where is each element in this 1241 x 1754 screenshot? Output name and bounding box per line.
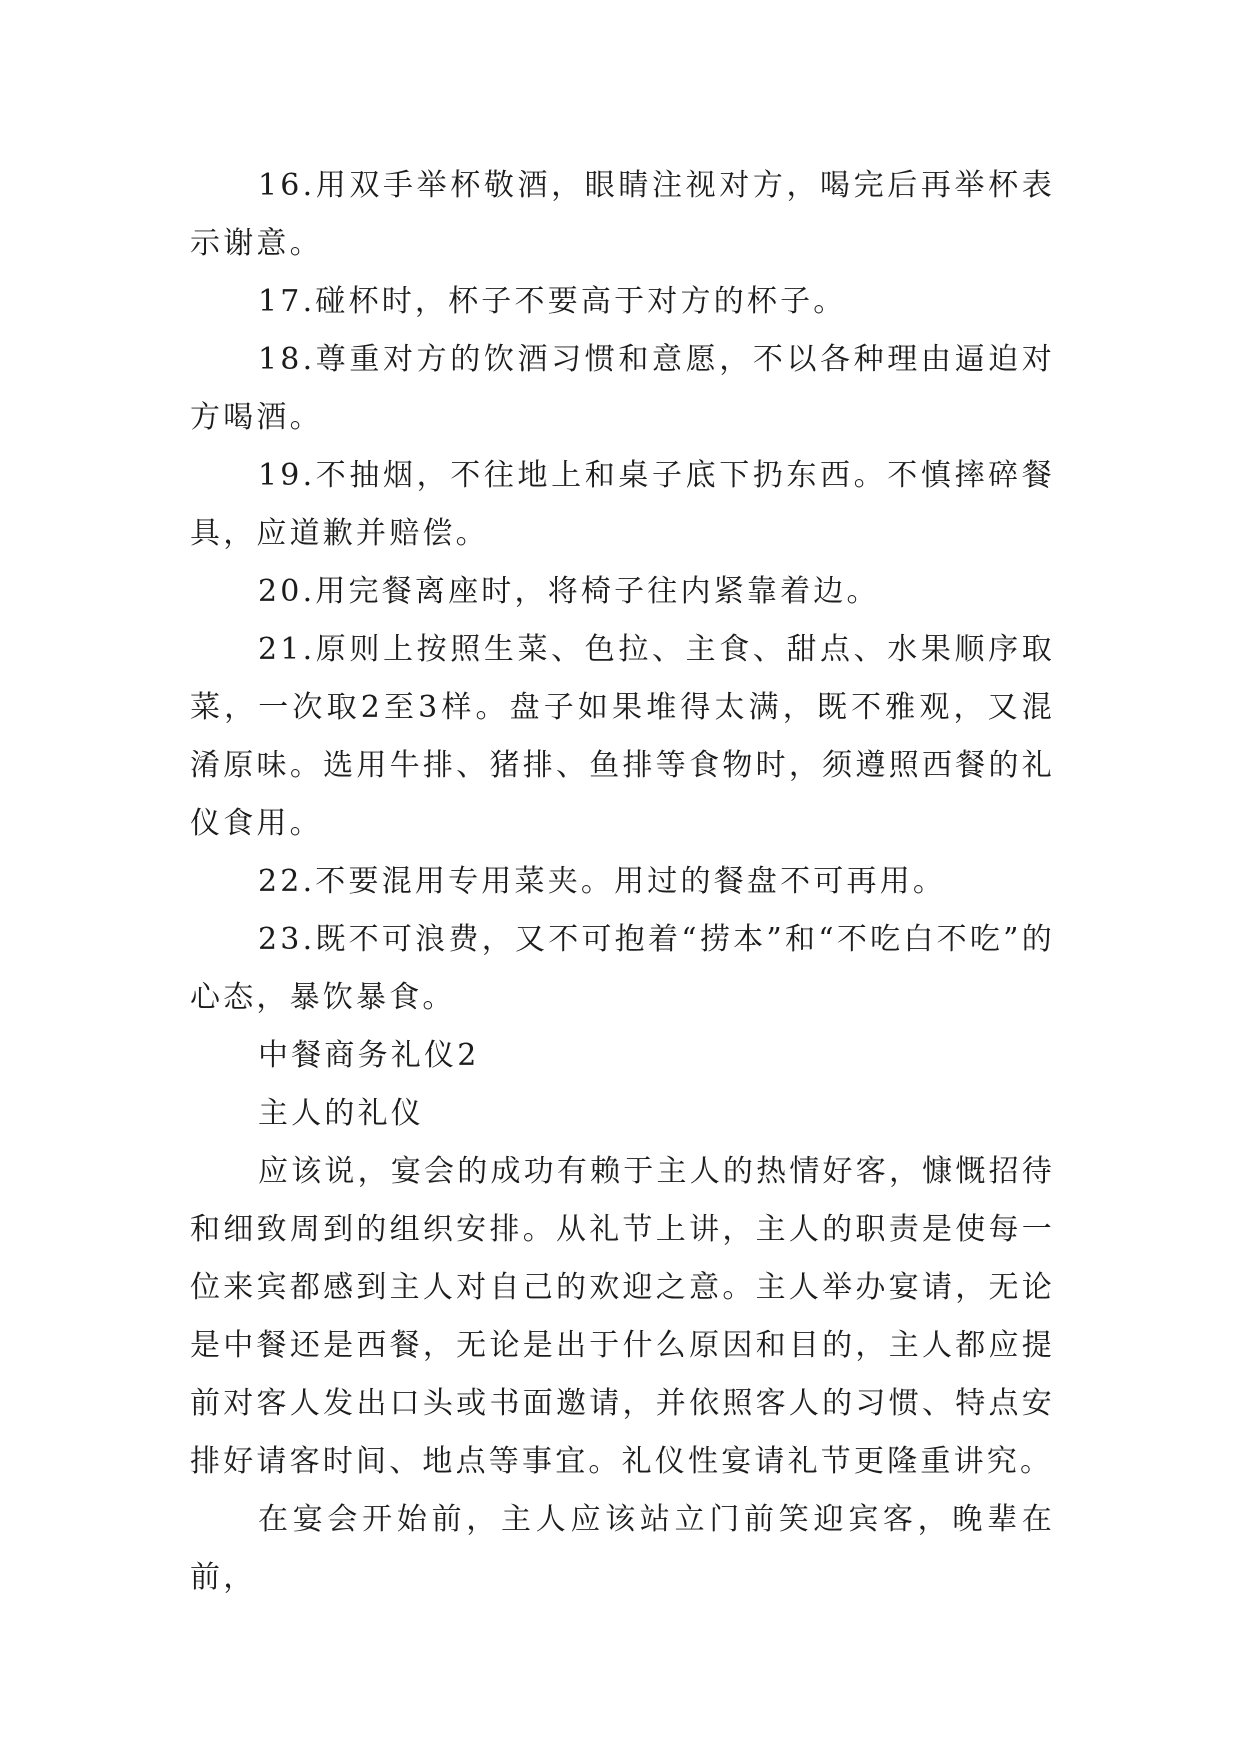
document-body [190, 157, 1055, 1607]
paragraph-item-18: 18.尊重对方的饮酒习惯和意愿，不以各种理由逼迫对方喝酒。 [190, 342, 1055, 435]
body-paragraph: 应该说，宴会的成功有赖于主人的热情好客，慷慨招待和细致周到的组织安排。从礼节上讲，主人的职责是使每一位来宾都感到主人对自己的欢迎之意。主人举办宴请，无论是中餐还是西餐，无论是出于什么原因和目的，主人都应提前对客人发出口头或书面邀请，并依照客人的习惯、特点安排好请客时间、地点等事宜。礼仪性宴请礼节更隆重讲究。 [190, 1154, 1055, 1479]
section-heading: 中餐商务礼仪2 [258, 1038, 480, 1073]
paragraph-item-19: 19.不抽烟，不往地上和桌子底下扔东西。不慎摔碎餐具，应道歉并赔偿。 [190, 458, 1055, 551]
paragraph-item-23: 23.既不可浪费，又不可抱着“捞本”和“不吃白不吃”的心态，暴饮暴食。 [190, 922, 1055, 1015]
paragraph-item-16: 16.用双手举杯敬酒，眼睛注视对方，喝完后再举杯表示谢意。 [190, 168, 1055, 261]
paragraph-item-17: 17.碰杯时，杯子不要高于对方的杯子。 [258, 284, 847, 319]
paragraph-item-20: 20.用完餐离座时，将椅子往内紧靠着边。 [258, 574, 880, 609]
paragraph-item-21: 21.原则上按照生菜、色拉、主食、甜点、水果顺序取菜，一次取2至3样。盘子如果堆得太满，既不雅观，又混淆原味。选用牛排、猪排、鱼排等食物时，须遵照西餐的礼仪食用。 [190, 632, 1055, 841]
subsection-heading: 主人的礼仪 [258, 1096, 424, 1131]
paragraph-item-22: 22.不要混用专用菜夹。用过的餐盘不可再用。 [258, 864, 947, 899]
body-paragraph: 在宴会开始前，主人应该站立门前笑迎宾客，晚辈在前， [190, 1502, 1055, 1595]
